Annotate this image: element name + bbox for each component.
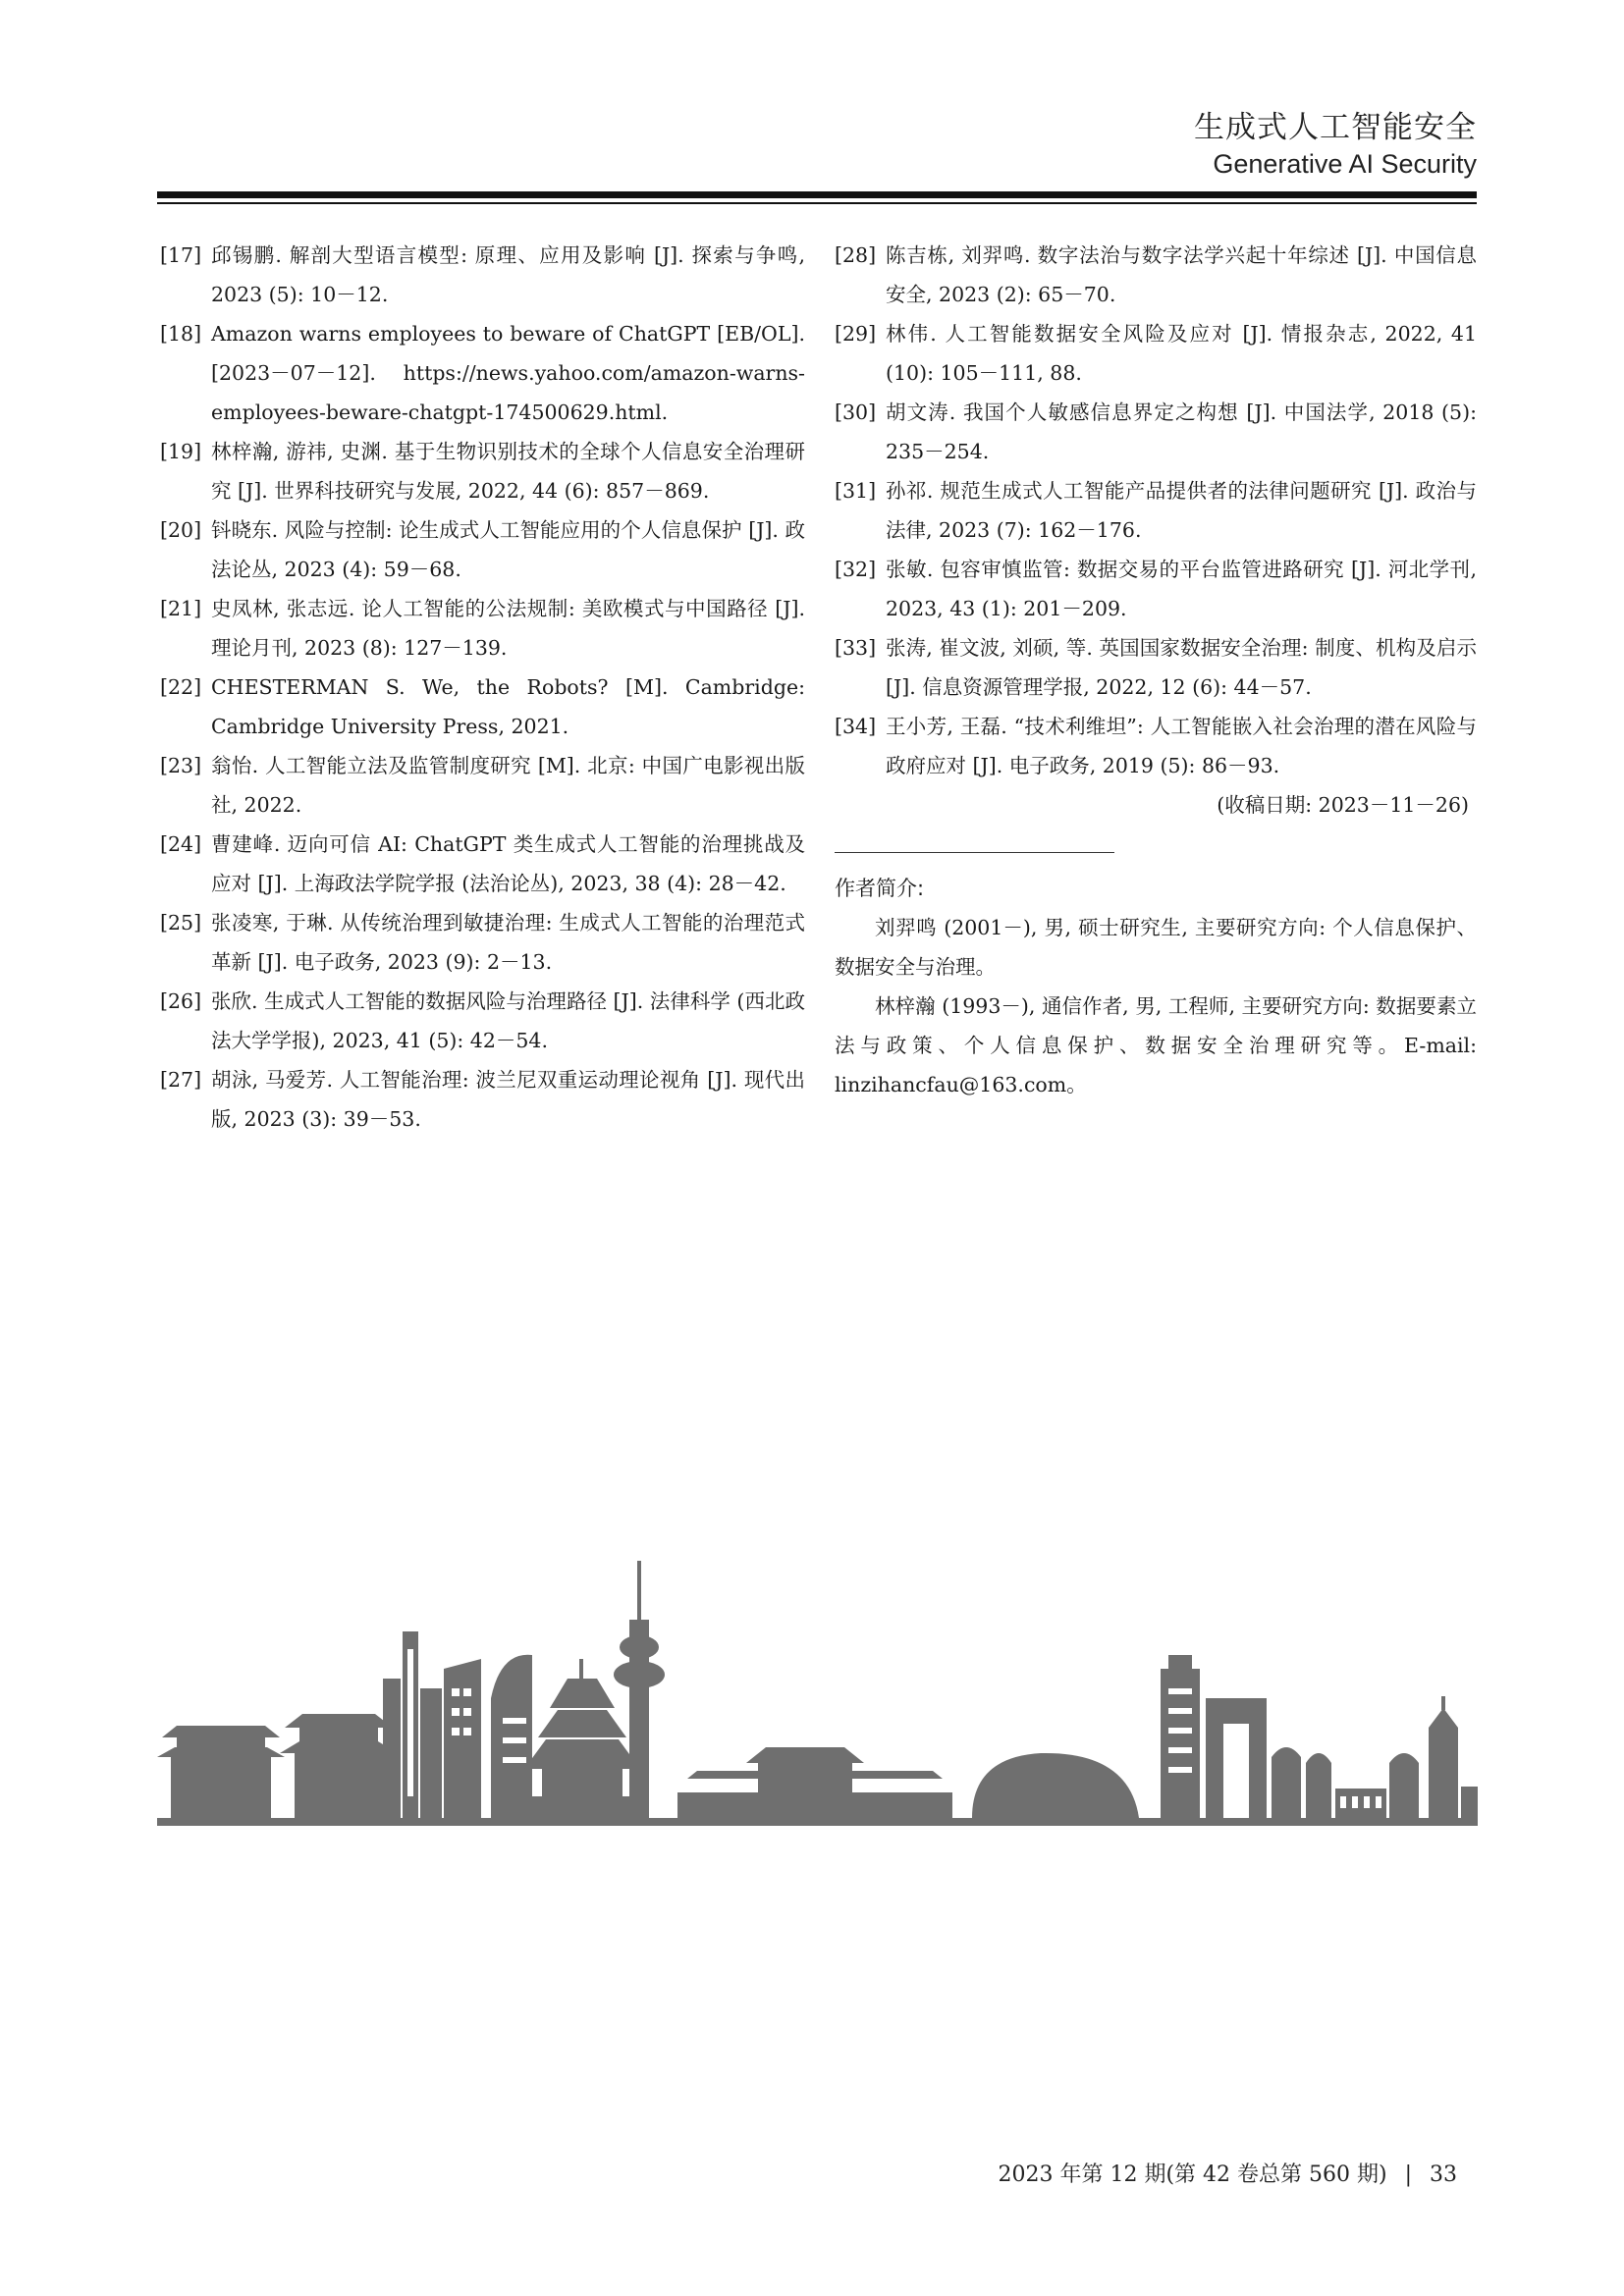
- reference-text: 张涛, 崔文波, 刘硕, 等. 英国国家数据安全治理: 制度、机构及启示 [J]. 信息资源管理学报, 2022, 12 (6): 44－57.: [886, 636, 1477, 699]
- reference-number: [18]: [160, 322, 202, 346]
- footer-issue: 2023 年第 12 期(第 42 卷总第 560 期): [998, 2163, 1387, 2187]
- page-number: 33: [1430, 2163, 1457, 2187]
- reference-item: [835, 550, 1477, 628]
- reference-number: [20]: [160, 518, 202, 542]
- reference-item: [160, 432, 805, 510]
- reference-item: [160, 510, 805, 589]
- reference-text: 王小芳, 王磊. “技术利维坦”: 人工智能嵌入社会治理的潜在风险与政府应对 [J]. 电子政务, 2019 (5): 86－93.: [886, 715, 1477, 777]
- author-bio-title: 作者简介:: [835, 877, 925, 900]
- bio-divider: [835, 852, 1114, 853]
- reference-number: [23]: [160, 754, 202, 777]
- reference-text: 林梓瀚, 游祎, 史渊. 基于生物识别技术的全球个人信息安全治理研究 [J]. 世界科技研究与发展, 2022, 44 (6): 857－869.: [211, 440, 805, 503]
- city-skyline-illustration: [157, 1561, 1478, 1836]
- received-date: (收稿日期: 2023－11－26): [1217, 793, 1469, 817]
- references-left-column: [160, 236, 805, 1139]
- reference-item: [835, 471, 1477, 550]
- reference-item: [835, 393, 1477, 471]
- reference-item: [160, 1060, 805, 1139]
- reference-item: [160, 982, 805, 1060]
- reference-number: [17]: [160, 243, 202, 267]
- reference-number: [27]: [160, 1068, 202, 1092]
- header-rule-thick: [157, 191, 1477, 198]
- reference-number: [28]: [835, 243, 877, 267]
- reference-item: [835, 707, 1477, 785]
- references-right-column: [835, 236, 1477, 1104]
- header-rule-thin: [157, 202, 1477, 204]
- header-title-en: Generative AI Security: [1213, 149, 1477, 179]
- reference-number: [30]: [835, 400, 877, 424]
- reference-number: [33]: [835, 636, 877, 660]
- reference-item: [835, 236, 1477, 314]
- reference-text: CHESTERMAN S. We, the Robots? [M]. Cambridge: Cambridge University Press, 2021.: [211, 675, 805, 738]
- reference-text: 张敏. 包容审慎监管: 数据交易的平台监管进路研究 [J]. 河北学刊, 2023, 43 (1): 201－209.: [886, 558, 1477, 620]
- reference-number: [21]: [160, 597, 202, 620]
- reference-number: [32]: [835, 558, 877, 581]
- reference-item: [160, 314, 805, 432]
- reference-text: 翁怡. 人工智能立法及监管制度研究 [M]. 北京: 中国广电影视出版社, 2022.: [211, 754, 805, 817]
- reference-text: 张欣. 生成式人工智能的数据风险与治理路径 [J]. 法律科学 (西北政法大学学报), 2023, 41 (5): 42－54.: [211, 989, 805, 1052]
- reference-text: 邱锡鹏. 解剖大型语言模型: 原理、应用及影响 [J]. 探索与争鸣, 2023 (5): 10－12.: [211, 243, 805, 306]
- author-bio-paragraph: 刘羿鸣 (2001－), 男, 硕士研究生, 主要研究方向: 个人信息保护、数据安全与治理。: [835, 916, 1477, 979]
- reference-item: [160, 589, 805, 667]
- skyline-shapes: [157, 1561, 1478, 1826]
- reference-item: [835, 314, 1477, 393]
- reference-text: 胡文涛. 我国个人敏感信息界定之构想 [J]. 中国法学, 2018 (5): 235－254.: [886, 400, 1477, 463]
- reference-text: 史凤林, 张志远. 论人工智能的公法规制: 美欧模式与中国路径 [J]. 理论月刊, 2023 (8): 127－139.: [211, 597, 805, 660]
- reference-number: [19]: [160, 440, 202, 463]
- reference-item: [835, 628, 1477, 707]
- reference-text: 钭晓东. 风险与控制: 论生成式人工智能应用的个人信息保护 [J]. 政法论丛, 2023 (4): 59－68.: [211, 518, 805, 581]
- reference-text: 陈吉栋, 刘羿鸣. 数字法治与数字法学兴起十年综述 [J]. 中国信息安全, 2023 (2): 65－70.: [886, 243, 1477, 306]
- reference-item: [160, 236, 805, 314]
- reference-number: [24]: [160, 832, 202, 856]
- page-footer: [998, 2158, 1457, 2188]
- reference-text: 孙祁. 规范生成式人工智能产品提供者的法律问题研究 [J]. 政治与法律, 2023 (7): 162－176.: [886, 479, 1477, 542]
- reference-text: 胡泳, 马爱芳. 人工智能治理: 波兰尼双重运动理论视角 [J]. 现代出版, 2023 (3): 39－53.: [211, 1068, 805, 1131]
- reference-number: [25]: [160, 911, 202, 934]
- reference-item: [160, 903, 805, 982]
- author-bio-paragraph: 林梓瀚 (1993－), 通信作者, 男, 工程师, 主要研究方向: 数据要素立法与政策、个人信息保护、数据安全治理研究等。E-mail: linzihancfau@163.com。: [835, 994, 1477, 1096]
- reference-text: 曹建峰. 迈向可信 AI: ChatGPT 类生成式人工智能的治理挑战及应对 [J]. 上海政法学院学报 (法治论丛), 2023, 38 (4): 28－42.: [211, 832, 805, 895]
- reference-text: 张凌寒, 于琳. 从传统治理到敏捷治理: 生成式人工智能的治理范式革新 [J]. 电子政务, 2023 (9): 2－13.: [211, 911, 805, 974]
- header-title-cn: 生成式人工智能安全: [1194, 110, 1477, 145]
- reference-number: [26]: [160, 989, 202, 1013]
- reference-text: Amazon warns employees to beware of ChatGPT [EB/OL]. [2023－07－12]. https://news.yahoo.com/amazon-warns-employees-beware-chatgpt-174500629.html.: [211, 322, 805, 424]
- reference-number: [29]: [835, 322, 877, 346]
- reference-number: [31]: [835, 479, 877, 503]
- reference-number: [22]: [160, 675, 202, 699]
- reference-item: [160, 825, 805, 903]
- reference-text: 林伟. 人工智能数据安全风险及应对 [J]. 情报杂志, 2022, 41 (10): 105－111, 88.: [886, 322, 1477, 385]
- reference-item: [160, 746, 805, 825]
- reference-number: [34]: [835, 715, 877, 738]
- reference-item: [160, 667, 805, 746]
- footer-separator: |: [1404, 2163, 1412, 2187]
